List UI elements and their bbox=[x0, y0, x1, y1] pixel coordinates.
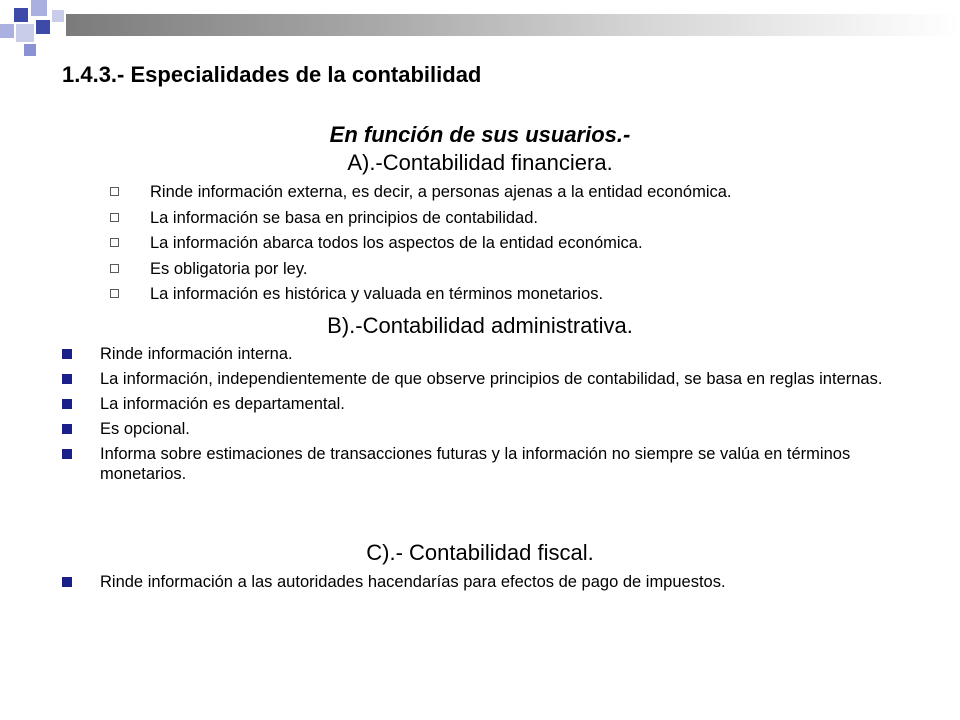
list-item: La información es departamental. bbox=[62, 394, 912, 414]
header-gradient-bar bbox=[66, 14, 960, 36]
square-bullet-icon bbox=[62, 399, 72, 409]
list-item: La información, independientemente de que observe principios de contabilidad, se basa en reglas internas. bbox=[62, 369, 912, 389]
hollow-square-bullet-icon bbox=[110, 238, 119, 247]
decor-square bbox=[14, 8, 28, 22]
slide-title: 1.4.3.- Especialidades de la contabilidad bbox=[62, 62, 482, 87]
square-bullet-icon bbox=[62, 374, 72, 384]
list-fiscal bbox=[62, 572, 912, 597]
section-heading-financiera: A).-Contabilidad financiera. bbox=[347, 150, 613, 175]
list-item: Rinde información interna. bbox=[62, 344, 912, 364]
square-bullet-icon bbox=[62, 349, 72, 359]
decor-square bbox=[36, 20, 50, 34]
list-item: La información se basa en principios de contabilidad. bbox=[104, 208, 944, 228]
square-bullet-icon bbox=[62, 424, 72, 434]
list-item: Es opcional. bbox=[62, 419, 912, 439]
list-item: Rinde información a las autoridades hacendarías para efectos de pago de impuestos. bbox=[62, 572, 912, 592]
list-financiera bbox=[104, 182, 944, 310]
decor-square bbox=[52, 10, 64, 22]
list-item: Informa sobre estimaciones de transacciones futuras y la información no siempre se valúa en términos monetarios. bbox=[62, 444, 912, 484]
list-item: La información es histórica y valuada en términos monetarios. bbox=[104, 284, 944, 304]
slide-subtitle: En función de sus usuarios.- bbox=[329, 122, 631, 147]
list-item: Es obligatoria por ley. bbox=[104, 259, 944, 279]
decor-square bbox=[31, 0, 47, 16]
square-bullet-icon bbox=[62, 577, 72, 587]
section-heading-administrativa: B).-Contabilidad administrativa. bbox=[327, 313, 633, 338]
hollow-square-bullet-icon bbox=[110, 187, 119, 196]
list-administrativa bbox=[62, 344, 912, 489]
hollow-square-bullet-icon bbox=[110, 213, 119, 222]
list-item: Rinde información externa, es decir, a personas ajenas a la entidad económica. bbox=[104, 182, 944, 202]
decor-square bbox=[16, 24, 34, 42]
hollow-square-bullet-icon bbox=[110, 264, 119, 273]
square-bullet-icon bbox=[62, 449, 72, 459]
section-heading-fiscal: C).- Contabilidad fiscal. bbox=[366, 540, 594, 565]
decor-square bbox=[24, 44, 36, 56]
hollow-square-bullet-icon bbox=[110, 289, 119, 298]
decor-square bbox=[0, 24, 14, 38]
list-item: La información abarca todos los aspectos de la entidad económica. bbox=[104, 233, 944, 253]
